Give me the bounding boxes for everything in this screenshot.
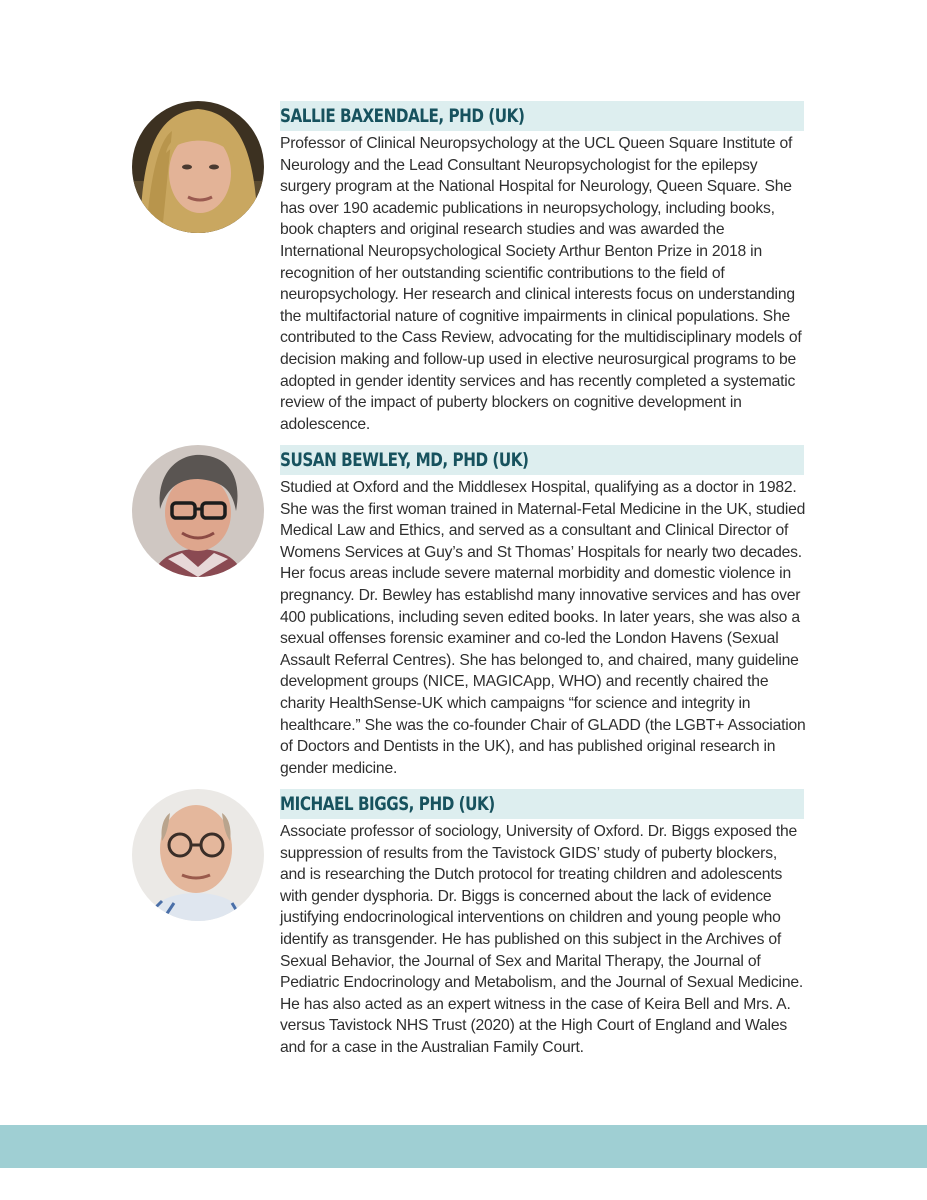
portrait-susan-bewley bbox=[132, 445, 264, 577]
footer-band bbox=[0, 1125, 927, 1168]
name-bar bbox=[280, 101, 804, 131]
name-bar bbox=[280, 789, 804, 819]
bio-name: SUSAN BEWLEY, MD, PHD (UK) bbox=[280, 449, 529, 471]
portrait-sallie-baxendale bbox=[132, 101, 264, 233]
bio-name: SALLIE BAXENDALE, PHD (UK) bbox=[280, 105, 525, 127]
bio-sallie-baxendale bbox=[132, 101, 804, 435]
bio-name: MICHAEL BIGGS, PHD (UK) bbox=[280, 793, 495, 815]
portrait-photo bbox=[132, 789, 264, 921]
portrait-photo bbox=[132, 445, 264, 577]
name-bar bbox=[280, 445, 804, 475]
bio-susan-bewley bbox=[132, 445, 804, 780]
bio-text: Associate professor of sociology, University of Oxford. Dr. Biggs exposed the suppression of results from the Tavistock GIDS’ study of puberty blockers, and is researching the Dutch protocol for treating children and adolescents with gender dysphoria. Dr. Biggs is concerned about the lack of evidence justifying endocrinological interventions on children and young people who identify as transgender. He has published on this subject in the Archives of Sexual Behavior, the Journal of Sex and Marital Therapy, the Journal of Pediatric Endocrinology and Metabolism, and the Journal of Sexual Medicine. He has also acted as an expert witness in the case of Keira Bell and Mrs. A. versus Tavistock NHS Trust (2020) at the High Court of England and Wales and for a case in the Australian Family Court. bbox=[280, 823, 804, 1056]
bio-text: Studied at Oxford and the Middlesex Hospital, qualifying as a doctor in 1982. She was the first woman trained in Maternal-Fetal Medicine in the UK, studied Medical Law and Ethics, and served as a consultant and Clinical Director of Womens Services at Guy’s and St Thomas’ Hospitals for nearly two decades. Her focus areas include severe maternal morbidity and domestic violence in pregnancy. Dr. Bewley has establishd many innovative services and has over 400 publications, including seven edited books. In later years, she was also a sexual offenses forensic examiner and co-led the London Havens (Sexual Assault Referral Centres). She has belonged to, and chaired, many guideline development groups (NICE, MAGICApp, WHO) and recently chaired the charity HealthSense-UK which campaigns “for science and integrity in healthcare.” She was the co-founder Chair of GLADD (the LGBT+ Association of Doctors and Dentists in the UK), and has published original research in gender medicine. bbox=[280, 479, 806, 777]
bio-michael-biggs bbox=[132, 789, 804, 1059]
portrait-photo bbox=[132, 101, 264, 233]
bio-text: Professor of Clinical Neuropsychology at the UCL Queen Square Institute of Neurology and the Lead Consultant Neuropsychologist for the epilepsy surgery program at the National Hospital for Neurology, Queen Square. She has over 190 academic publications in neuropsychology, including books, book chapters and original research studies and was awarded the International Neuropsychological Society Arthur Benton Prize in 2018 in recognition of her outstanding scientific contributions to the field of neuropsychology. Her research and clinical interests focus on understanding the multifactorial nature of cognitive impairments in clinical populations. She contributed to the Cass Review, advocating for the multidisciplinary models of decision making and follow-up used in elective neurosurgical programs to be adopted in gender identity services and has recently completed a systematic review of the impact of puberty blockers on cognitive development in adolescence. bbox=[280, 135, 802, 433]
portrait-michael-biggs bbox=[132, 789, 264, 921]
